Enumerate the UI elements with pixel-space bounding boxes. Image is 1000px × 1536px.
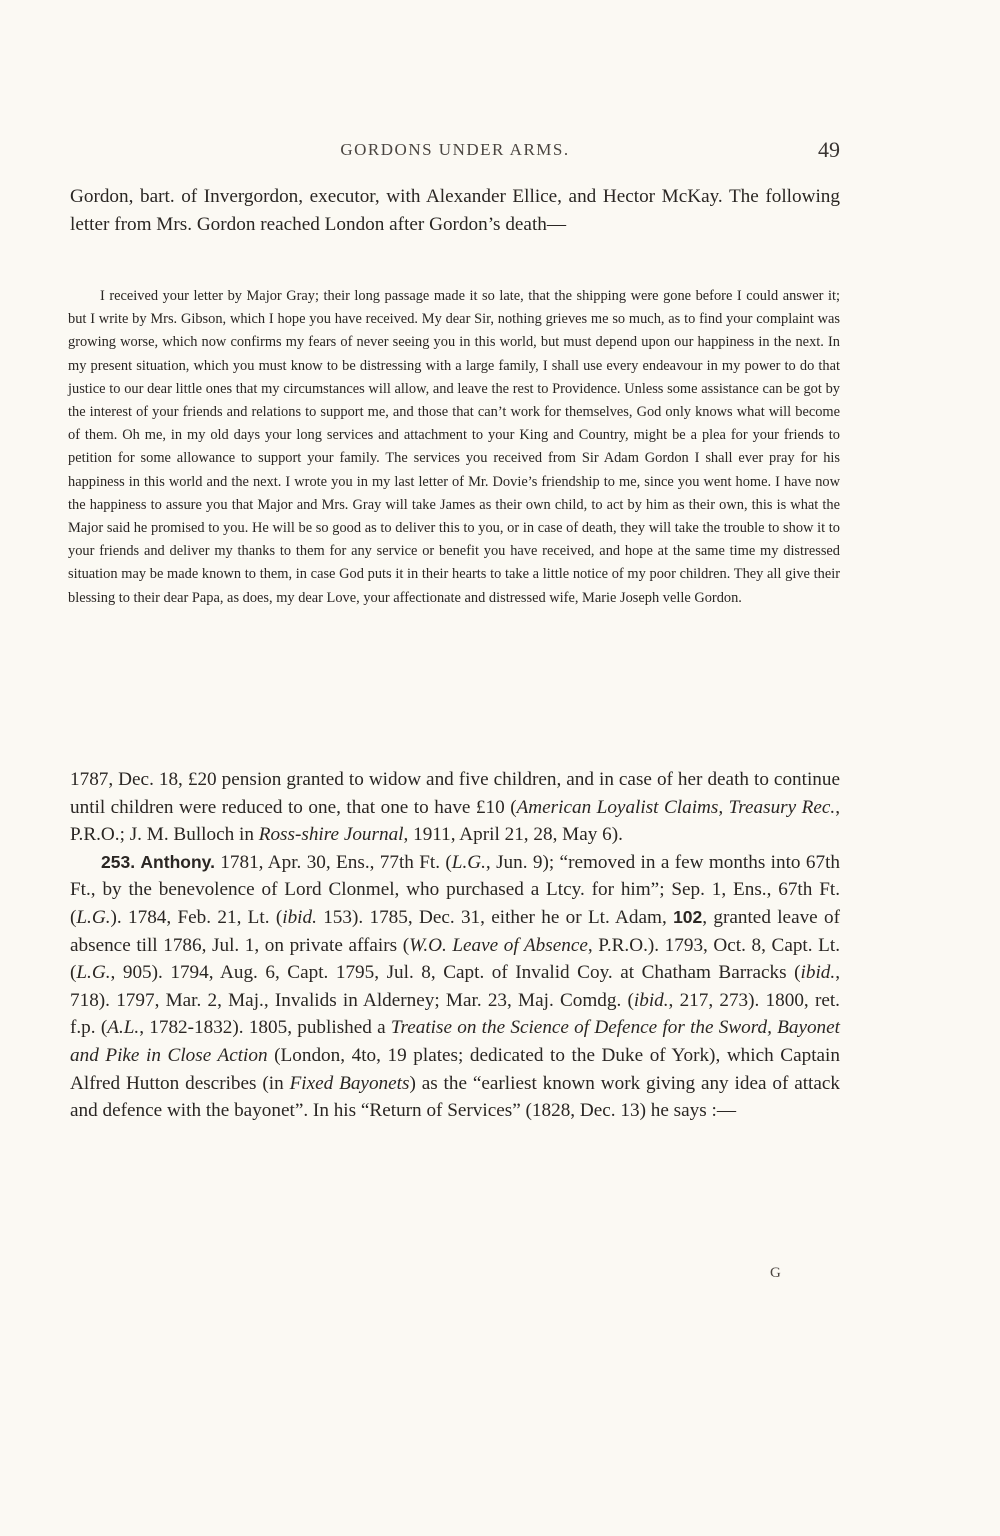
entry-text-4: 153). 1785, Dec. 31, either he or Lt. Adam, — [316, 906, 674, 928]
letter-quote — [68, 285, 840, 610]
entry-text-5: , granted leave of absence till 1786, Jul. 1, on private affairs ( — [70, 906, 840, 956]
entry-text-3: ). 1784, Feb. 21, Lt. ( — [110, 906, 283, 928]
pension-paragraph — [70, 766, 840, 849]
entry-cross-reference: 102 — [673, 906, 703, 927]
entry-source-4: W.O. Leave of Absence — [409, 934, 588, 956]
entry-text-9: , 217, 273). 1800, ret. f.p. ( — [70, 989, 840, 1039]
page-number: 49 — [818, 137, 840, 162]
entry-text-7: , 905). 1794, Aug. 6, Capt. 1795, Jul. 8, Capt. of Invalid Coy. at Chatham Barracks ( — [110, 962, 801, 984]
entry-text-11: (London, 4to, 19 plates; dedicated to the Duke of York), which Captain Alfred Hutton describes (in — [70, 1044, 840, 1094]
entry-source-8: A.L. — [107, 1017, 140, 1039]
pension-text-2: , P.R.O.; J. M. Bulloch in — [70, 796, 840, 846]
entry-text-12: ) as the “earliest known work giving any idea of attack and defence with the bayonet”. In his “Return of Services” (1828, Dec. 13) he says :— — [70, 1072, 840, 1122]
entry-source-3: ibid. — [282, 906, 317, 928]
entry-text-8: , 718). 1797, Mar. 2, Maj., Invalids in Alderney; Mar. 23, Maj. Comdg. ( — [70, 962, 840, 1011]
entry-name: Anthony. — [140, 851, 215, 872]
pension-source-1: American Loyalist Claims, Treasury Rec. — [516, 796, 836, 818]
intro-text: Gordon, bart. of Invergordon, executor, with Alexander Ellice, and Hector McKay. The following letter from Mrs. Gordon reached London after Gordon’s death— — [70, 186, 840, 235]
entry-text-2: , Jun. 9); “removed in a few months into 67th Ft., by the benevolence of Lord Clonmel, who purchased a Ltcy. for him”; Sep. 1, Ens., 67th Ft. ( — [70, 851, 840, 928]
pension-source-2: Ross-shire Journal — [258, 824, 404, 846]
letter-text: I received your letter by Major Gray; their long passage made it so late, that the shipping were gone before I could answer it; but I write by Mrs. Gibson, which I hope you have received. My dear Sir, nothing grieves me so much, as to find your complaint was growing worse, which now confirms my fears of never seeing you in this world, but must depend upon our happiness in the next. In my present situation, which you must know to be distressing with a large family, I shall use every endeavour in my power to do that justice to our dear little ones that my circumstances will allow, and leave the rest to Providence. Unless some assistance can be got by the interest of your friends and relations to support me, and those that can’t work for themselves, God only knows what will become of them. Oh me, in my old days your long services and attachment to your King and Country, might be a plea for your friends to petition for some allowance to support your family. The services you received from Sir Adam Gordon I shall ever pray for his happiness in this world and the next. I wrote you in my last letter of Mr. Dovie’s friendship to me, since you went home. I have now the happiness to assure you that Major and Mrs. Gray will take James as their own child, to act by him as their own, this is what the Major said he promised to you. He will be so good as to deliver this to you, or in case of death, they will take the trouble to show it to your friends and deliver my thanks to them for any service or benefit you have received, and hope at the same time my distressed situation may be made known to them, in case God puts it in their hearts to take a little notice of my poor children. They all give their blessing to their dear Papa, as does, my dear Love, your affectionate and distressed wife, Marie Joseph velle Gordon. — [68, 288, 840, 606]
pension-text-3: , 1911, April 21, 28, May 6). — [403, 824, 623, 846]
entry-253 — [70, 849, 840, 1125]
main-text — [70, 766, 840, 1125]
entry-source-5: L.G. — [76, 962, 111, 984]
running-head: GORDONS UNDER ARMS. — [340, 140, 570, 159]
entry-number: 253. — [101, 851, 136, 872]
entry-source-1: L.G. — [451, 851, 486, 873]
entry-source-2: L.G. — [76, 906, 111, 928]
intro-paragraph — [70, 183, 840, 238]
entry-text-6: , P.R.O.). 1793, Oct. 8, Capt. Lt. ( — [70, 934, 840, 984]
signature-mark: G — [770, 1265, 781, 1281]
entry-source-10: Fixed Bayonets — [289, 1072, 410, 1094]
entry-text-1: 1781, Apr. 30, Ens., 77th Ft. ( — [214, 851, 452, 873]
entry-source-6: ibid. — [800, 962, 836, 984]
entry-text-10: , 1782-1832). 1805, published a — [139, 1017, 391, 1039]
entry-source-7: ibid. — [633, 989, 669, 1011]
entry-treatise-title: Treatise on the Science of Defence for the Sword, Bayonet and Pike in Close Action — [70, 1017, 841, 1066]
page-header — [70, 137, 840, 168]
pension-text-1: 1787, Dec. 18, £20 pension granted to widow and five children, and in case of her death to continue until children were reduced to one, that one to have £10 ( — [70, 769, 840, 818]
